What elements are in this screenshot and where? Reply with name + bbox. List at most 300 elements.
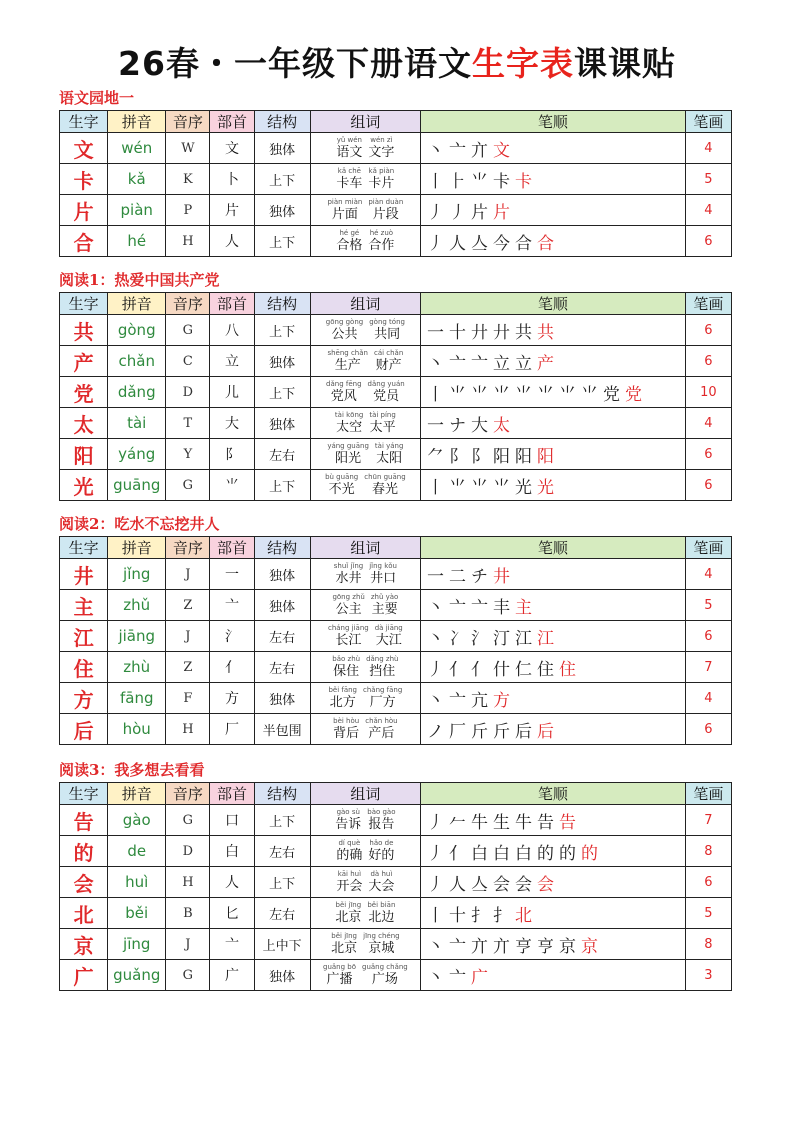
word-item [375,442,404,467]
word-pinyin: bǎo zhù [332,654,361,663]
word-pair [315,411,416,436]
header-structure: 结构 [254,293,310,315]
lesson-section [59,270,732,501]
stroke-count-cell: 6 [685,226,731,257]
word-hanzi: 京城 [368,940,395,956]
word-item [331,932,357,957]
words-cell [310,133,420,164]
radical-cell: 大 [210,408,254,439]
word-hanzi: 语文 [336,144,363,160]
stroke-step: 光 [515,477,533,498]
stroke-step: 廾 [471,322,489,343]
pinyin-cell: jiāng [108,621,166,652]
character-table [59,292,732,501]
stroke-step: 丰 [493,597,511,618]
stroke-step: 的 [537,843,555,864]
word-hanzi: 太空 [336,419,363,435]
word-pinyin: bèi hòu [333,716,360,725]
stroke-step: 阳 [515,446,533,467]
stroke-step: 的 [581,843,599,864]
stroke-step: 亠 [471,353,489,374]
header-order: 音序 [166,293,210,315]
stroke-step: 丿 [427,202,445,223]
table-row [60,652,732,683]
order-cell: F [166,683,210,714]
stroke-count-cell: 4 [685,559,731,590]
structure-cell: 上下 [254,867,310,898]
stroke-step: 共 [537,322,555,343]
stroke-count-cell: 4 [685,683,731,714]
header-strokes: 笔顺 [421,111,686,133]
stroke-step: 斤 [471,721,489,742]
word-pinyin: gōng gòng [325,317,364,326]
radical-cell: 亠 [210,590,254,621]
stroke-step: 丶 [427,140,445,161]
word-pinyin: běi fāng [328,685,357,694]
header-char: 生字 [60,783,108,805]
stroke-step: ⺌ [449,384,467,405]
structure-cell: 上中下 [254,929,310,960]
stroke-step: 丶 [427,597,445,618]
stroke-step: 冫 [449,628,467,649]
stroke-step: 亠 [449,140,467,161]
stroke-step: ⺌ [471,477,489,498]
word-pinyin: gòng tóng [369,317,405,326]
word-item [327,198,362,223]
order-cell: G [166,960,210,991]
stroke-order-cell [421,226,686,257]
stroke-order-cell [421,408,686,439]
word-pair [315,901,416,926]
stroke-step: ナ [449,415,467,436]
stroke-step: 共 [515,322,533,343]
word-hanzi: 报告 [368,816,395,832]
stroke-step: 亠 [449,597,467,618]
stroke-step: 白 [493,843,511,864]
stroke-step: ⺌ [493,477,511,498]
header-structure: 结构 [254,537,310,559]
stroke-step: 一 [427,322,445,343]
word-pinyin: dí què [338,838,361,847]
order-cell: D [166,836,210,867]
word-pinyin: hé gé [339,228,360,237]
stroke-step: 立 [515,353,533,374]
order-cell: D [166,377,210,408]
words-cell [310,836,420,867]
header-words: 组词 [310,783,420,805]
structure-cell: 上下 [254,226,310,257]
word-item [326,318,363,343]
table-row [60,683,732,714]
word-pinyin: běi jīng [335,900,362,909]
word-item [335,901,361,926]
stroke-order-cell [421,439,686,470]
character-cell: 共 [60,315,108,346]
word-pinyin: dà huì [370,869,393,878]
word-hanzi: 主要 [371,601,398,617]
stroke-step: 阝 [471,446,489,467]
word-hanzi: 片段 [372,206,399,222]
word-item [336,870,362,895]
pinyin-cell: fāng [108,683,166,714]
word-hanzi: 挡住 [369,663,396,679]
character-cell: 文 [60,133,108,164]
word-pair [315,349,416,374]
stroke-order-cell [421,133,686,164]
word-item [363,932,399,957]
character-cell: 北 [60,898,108,929]
word-hanzi: 不光 [328,481,355,497]
stroke-step: 亻 [449,659,467,680]
stroke-order-cell [421,590,686,621]
character-cell: 合 [60,226,108,257]
pinyin-cell: hòu [108,714,166,745]
title-suffix: 课课贴 [573,44,676,83]
word-pinyin: zhǔ yào [370,592,399,601]
section-title: 阅读1：热爱中国共产党 [59,271,220,289]
word-item [369,562,397,587]
word-pinyin: dà jiāng [374,623,403,632]
order-cell: H [166,226,210,257]
pinyin-cell: wén [108,133,166,164]
word-pinyin: běi jīng [331,931,357,940]
stroke-step: 告 [537,812,555,833]
word-item [326,380,362,405]
order-cell: Y [166,439,210,470]
order-cell: T [166,408,210,439]
order-cell: G [166,805,210,836]
stroke-step: ⺌ [515,384,533,405]
word-hanzi: 公共 [331,326,358,342]
table-row [60,377,732,408]
word-hanzi: 好的 [368,847,395,863]
table-header-row [60,293,732,315]
stroke-step: 丨 [427,477,445,498]
words-cell [310,164,420,195]
stroke-step: 今 [493,233,511,254]
word-pinyin: piàn miàn [327,197,363,206]
header-order: 音序 [166,537,210,559]
stroke-step: 京 [559,936,577,957]
stroke-step: 合 [515,233,533,254]
pinyin-cell: yáng [108,439,166,470]
word-pair [315,839,416,864]
stroke-order-cell [421,164,686,195]
stroke-step: ⺌ [537,384,555,405]
stroke-step: 卡 [515,171,533,192]
structure-cell: 左右 [254,652,310,683]
radical-cell: 阝 [210,439,254,470]
stroke-order-cell [421,559,686,590]
word-pinyin: shuǐ jǐng [333,561,364,570]
stroke-order-cell [421,836,686,867]
word-pinyin: shēng chǎn [327,348,368,357]
stroke-step: 住 [537,659,555,680]
structure-cell: 独体 [254,683,310,714]
stroke-step: 江 [515,628,533,649]
radical-cell: 白 [210,836,254,867]
word-pinyin: kǎ piàn [368,166,395,175]
word-hanzi: 北边 [368,909,395,925]
stroke-step: ⺌ [471,384,489,405]
word-pair [315,593,416,618]
order-cell: G [166,470,210,501]
structure-cell: 独体 [254,590,310,621]
word-hanzi: 北京 [331,940,358,956]
character-cell: 光 [60,470,108,501]
pinyin-cell: huì [108,867,166,898]
words-cell [310,377,420,408]
stroke-order-cell [421,867,686,898]
word-hanzi: 的确 [336,847,363,863]
words-cell [310,226,420,257]
table-row [60,621,732,652]
words-cell [310,470,420,501]
order-cell: J [166,929,210,960]
word-hanzi: 产后 [368,725,395,741]
stroke-step: 文 [493,140,511,161]
header-words: 组词 [310,537,420,559]
stroke-step: 会 [515,874,533,895]
table-row [60,867,732,898]
radical-cell: 方 [210,683,254,714]
structure-cell: 独体 [254,960,310,991]
word-item [327,349,368,374]
stroke-count-cell: 10 [685,377,731,408]
word-pinyin: yǔ wén [336,135,362,144]
stroke-count-cell: 6 [685,439,731,470]
word-pinyin: jǐng kǒu [369,561,397,570]
stroke-step: 产 [537,353,555,374]
word-hanzi: 春光 [371,481,398,497]
character-cell: 片 [60,195,108,226]
words-cell [310,898,420,929]
header-count: 笔画 [685,111,731,133]
stroke-step: 亼 [471,233,489,254]
word-hanzi: 北京 [335,909,362,925]
stroke-order-cell [421,960,686,991]
stroke-step: 立 [493,353,511,374]
order-cell: Z [166,652,210,683]
header-count: 笔画 [685,783,731,805]
lesson-section [59,760,732,991]
word-item [368,839,394,864]
word-pair [315,473,416,498]
word-item [364,473,405,498]
table-row [60,439,732,470]
stroke-step: 光 [537,477,555,498]
word-pinyin: yáng guāng [327,441,369,450]
stroke-step: 丨 [427,905,445,926]
word-item [328,686,357,711]
word-pinyin: dǎng fēng [326,379,362,388]
structure-cell: 半包围 [254,714,310,745]
stroke-order-cell [421,377,686,408]
stroke-step: 亻 [471,659,489,680]
word-item [336,229,362,254]
character-cell: 党 [60,377,108,408]
stroke-count-cell: 6 [685,346,731,377]
stroke-step: 丨 [427,171,445,192]
table-row [60,836,732,867]
word-pair [315,686,416,711]
table-row [60,315,732,346]
stroke-step: 𠂉 [449,812,467,833]
word-hanzi: 阳光 [335,450,362,466]
stroke-step: 后 [537,721,555,742]
stroke-step: ⺌ [581,384,599,405]
header-words: 组词 [310,293,420,315]
word-item [367,808,395,833]
words-cell [310,590,420,621]
word-hanzi: 水井 [335,570,362,586]
word-pinyin: guǎng bō [323,962,357,971]
word-pinyin: jīng chéng [363,931,400,940]
pinyin-cell: tài [108,408,166,439]
stroke-step: ⺊ [449,171,467,192]
word-item [336,136,362,161]
word-pair [315,870,416,895]
character-cell: 京 [60,929,108,960]
radical-cell: 卜 [210,164,254,195]
stroke-step: 丿 [449,202,467,223]
structure-cell: 独体 [254,195,310,226]
stroke-count-cell: 5 [685,898,731,929]
table-header-row [60,111,732,133]
stroke-step: 江 [537,628,555,649]
pinyin-cell: jǐng [108,559,166,590]
stroke-count-cell: 6 [685,621,731,652]
words-cell [310,408,420,439]
page-title [0,42,794,86]
header-order: 音序 [166,783,210,805]
word-item [366,655,398,680]
stroke-step: 丶 [427,628,445,649]
header-count: 笔画 [685,293,731,315]
word-hanzi: 党风 [330,388,357,404]
word-item [371,593,399,618]
stroke-order-cell [421,683,686,714]
word-hanzi: 井口 [370,570,397,586]
radical-cell: 文 [210,133,254,164]
section-title: 阅读3：我多想去看看 [59,761,205,779]
stroke-step: 生 [493,812,511,833]
word-item [367,901,395,926]
word-hanzi: 北方 [329,694,356,710]
word-item [332,593,364,618]
words-cell [310,559,420,590]
stroke-step: 党 [625,384,643,405]
character-cell: 告 [60,805,108,836]
word-hanzi: 片面 [331,206,358,222]
stroke-step: 牛 [515,812,533,833]
pinyin-cell: jīng [108,929,166,960]
word-item [374,349,403,374]
word-hanzi: 厂方 [369,694,396,710]
word-item [375,624,403,649]
stroke-step: 汀 [493,628,511,649]
stroke-count-cell: 4 [685,133,731,164]
word-item [327,442,369,467]
word-pair [315,808,416,833]
word-item [368,229,394,254]
stroke-step: 党 [603,384,621,405]
table-row [60,929,732,960]
table-row [60,408,732,439]
stroke-step: 亣 [493,936,511,957]
header-pinyin: 拼音 [108,111,166,133]
stroke-count-cell: 5 [685,590,731,621]
stroke-step: 丿 [427,659,445,680]
word-hanzi: 开会 [336,878,363,894]
word-hanzi: 合作 [368,237,395,253]
order-cell: C [166,346,210,377]
pinyin-cell: de [108,836,166,867]
stroke-step: 亣 [471,140,489,161]
stroke-step: 大 [471,415,489,436]
stroke-step: 主 [515,597,533,618]
word-item [362,963,408,988]
pinyin-cell: gòng [108,315,166,346]
section-title: 阅读2：吃水不忘挖井人 [59,515,220,533]
pinyin-cell: běi [108,898,166,929]
stroke-step: 亻 [449,843,467,864]
word-hanzi: 背后 [333,725,360,741]
stroke-step: ⺈ [427,446,445,467]
word-pair [315,442,416,467]
word-item [328,624,369,649]
word-pinyin: tài píng [369,410,396,419]
table-row [60,960,732,991]
word-item [368,870,394,895]
character-cell: 会 [60,867,108,898]
header-order: 音序 [166,111,210,133]
stroke-count-cell: 4 [685,195,731,226]
character-cell: 广 [60,960,108,991]
word-hanzi: 告诉 [335,816,362,832]
stroke-step: 十 [449,322,467,343]
character-cell: 主 [60,590,108,621]
header-char: 生字 [60,293,108,315]
table-row [60,590,732,621]
radical-cell: 匕 [210,898,254,929]
word-hanzi: 太平 [369,419,396,435]
stroke-count-cell: 6 [685,714,731,745]
stroke-step: 扌 [493,905,511,926]
word-pinyin: gào sù [336,807,360,816]
stroke-step: 丿 [427,874,445,895]
radical-cell: 一 [210,559,254,590]
stroke-count-cell: 3 [685,960,731,991]
stroke-step: 方 [493,690,511,711]
stroke-step: 廾 [493,322,511,343]
word-item [368,380,405,405]
stroke-count-cell: 4 [685,408,731,439]
lesson-section [59,88,732,257]
title-prefix: 26春・一年级下册语文 [118,44,472,83]
word-item [336,167,362,192]
word-pinyin: tài kōng [334,410,364,419]
order-cell: B [166,898,210,929]
stroke-step: 亠 [449,353,467,374]
word-pinyin: wén zì [370,135,393,144]
stroke-step: 白 [515,843,533,864]
word-pinyin: kǎ chē [337,166,361,175]
radical-cell: 厂 [210,714,254,745]
structure-cell: 独体 [254,408,310,439]
table-row [60,133,732,164]
stroke-step: 丶 [427,353,445,374]
